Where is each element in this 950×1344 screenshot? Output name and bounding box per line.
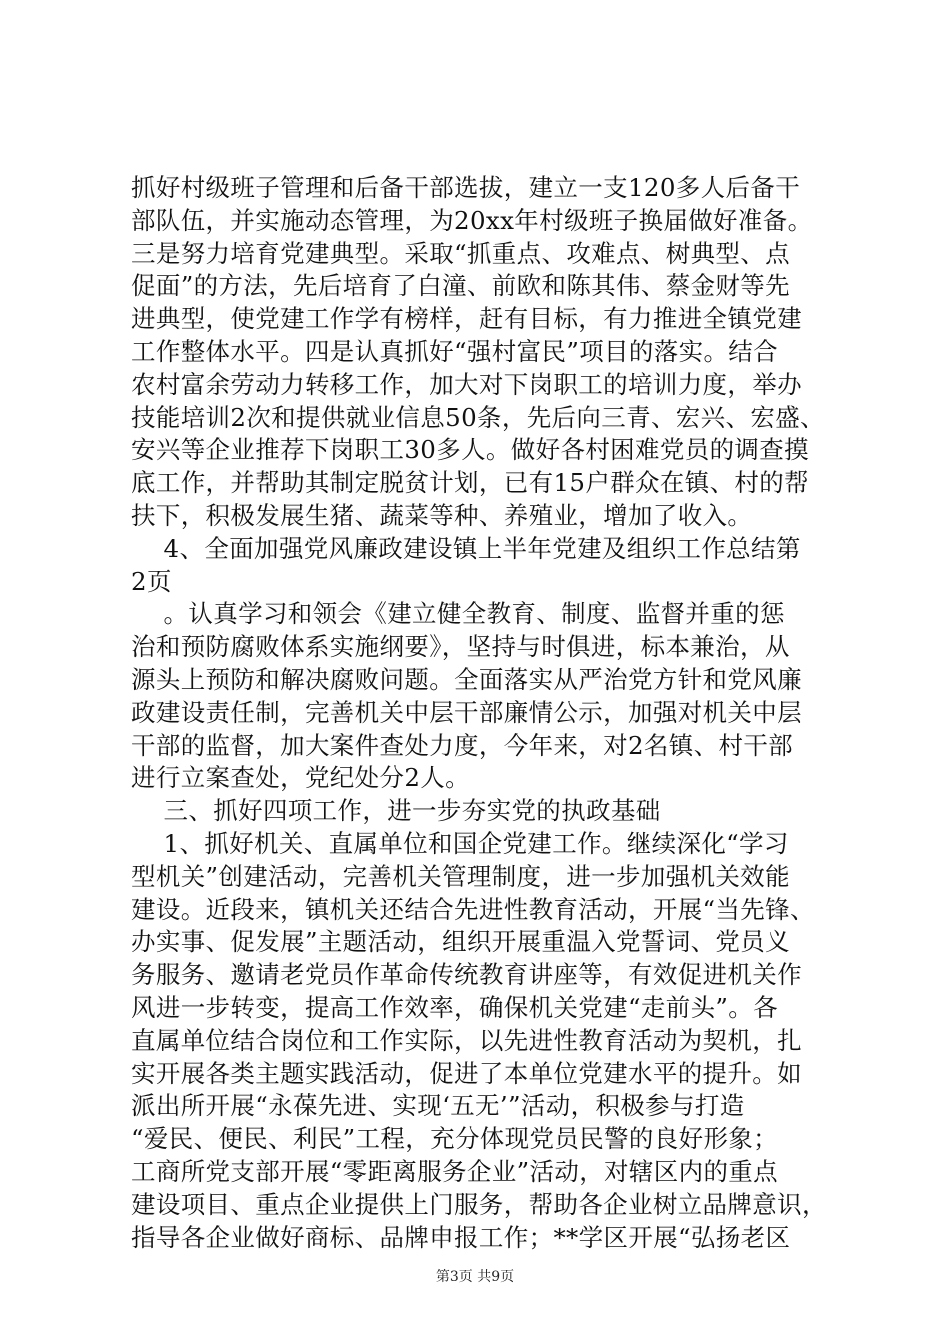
text-line: 4、全面加强党风廉政建设镇上半年党建及组织工作总结第: [131, 533, 801, 563]
body-text: [131, 172, 831, 1254]
text-line: 底工作，并帮助其制定脱贫计划，已有15户群众在镇、村的帮: [131, 468, 809, 498]
text-line: 务服务、邀请老党员作革命传统教育讲座等，有效促进机关作: [131, 960, 802, 990]
text-line: 风进一步转变，提高工作效率，确保机关党建“走前头”。各: [131, 992, 778, 1022]
text-line: 干部的监督，加大案件查处力度，今年来，对2名镇、村干部: [131, 730, 794, 760]
text-line: 指导各企业做好商标、品牌申报工作；**学区开展“弘扬老区: [131, 1222, 791, 1252]
text-line: 三、抓好四项工作，进一步夯实党的执政基础: [131, 796, 661, 826]
text-line: 实开展各类主题实践活动，促进了本单位党建水平的提升。如: [131, 1058, 802, 1088]
text-line: 扶下，积极发展生猪、蔬菜等种、养殖业，增加了收入。: [131, 500, 753, 530]
text-line: 型机关”创建活动，完善机关管理制度，进一步加强机关效能: [131, 861, 790, 891]
text-line: 源头上预防和解决腐败问题。全面落实从严治党方针和党风廉: [131, 664, 802, 694]
text-line: 政建设责任制，完善机关中层干部廉情公示，加强对机关中层: [131, 697, 802, 727]
text-line: 2页: [131, 566, 172, 596]
text-line: 促面”的方法，先后培育了白潼、前欧和陈其伟、蔡金财等先: [131, 271, 790, 301]
text-line: 建设项目、重点企业提供上门服务，帮助各企业树立品牌意识，: [131, 1189, 827, 1219]
text-line: 工作整体水平。四是认真抓好“强村富民”项目的落实。结合: [131, 336, 778, 366]
text-line: 抓好村级班子管理和后备干部选拔，建立一支120多人后备干: [131, 173, 801, 202]
page-footer: 第3页 共9页: [435, 1269, 515, 1285]
text-line: 建设。近段来，镇机关还结合先进性教育活动，开展“当先锋、: [131, 894, 815, 924]
text-line: 。认真学习和领会《建立健全教育、制度、监督并重的惩: [131, 599, 785, 629]
text-line: 工商所党支部开展“零距离服务企业”活动，对辖区内的重点: [131, 1156, 778, 1186]
text-line: 进行立案查处，党纪处分2人。: [131, 763, 470, 793]
text-line: 1、抓好机关、直属单位和国企党建工作。继续深化“学习: [131, 828, 789, 858]
text-line: 治和预防腐败体系实施纲要》，坚持与时俱进，标本兼治，从: [131, 632, 790, 662]
text-line: 派出所开展“永葆先进、实现‘五无’”活动，积极参与打造: [131, 1091, 745, 1121]
text-line: 三是努力培育党建典型。采取“抓重点、攻难点、树典型、点: [131, 238, 790, 268]
text-line: 部队伍，并实施动态管理，为20xx年村级班子换届做好准备。: [131, 205, 813, 235]
text-line: 技能培训2次和提供就业信息50条，先后向三青、宏兴、宏盛、: [131, 402, 825, 432]
text-line: “爱民、便民、利民”工程，充分体现党员民警的良好形象；: [131, 1124, 778, 1154]
text-line: 直属单位结合岗位和工作实际，以先进性教育活动为契机，扎: [131, 1025, 802, 1055]
text-line: 安兴等企业推荐下岗职工30多人。做好各村困难党员的调查摸: [131, 435, 809, 465]
text-line: 农村富余劳动力转移工作，加大对下岗职工的培训力度，举办: [131, 369, 802, 399]
text-line: 办实事、促发展”主题活动，组织开展重温入党誓词、党员义: [131, 927, 790, 957]
text-line: 进典型，使党建工作学有榜样，赶有目标，有力推进全镇党建: [131, 304, 802, 334]
